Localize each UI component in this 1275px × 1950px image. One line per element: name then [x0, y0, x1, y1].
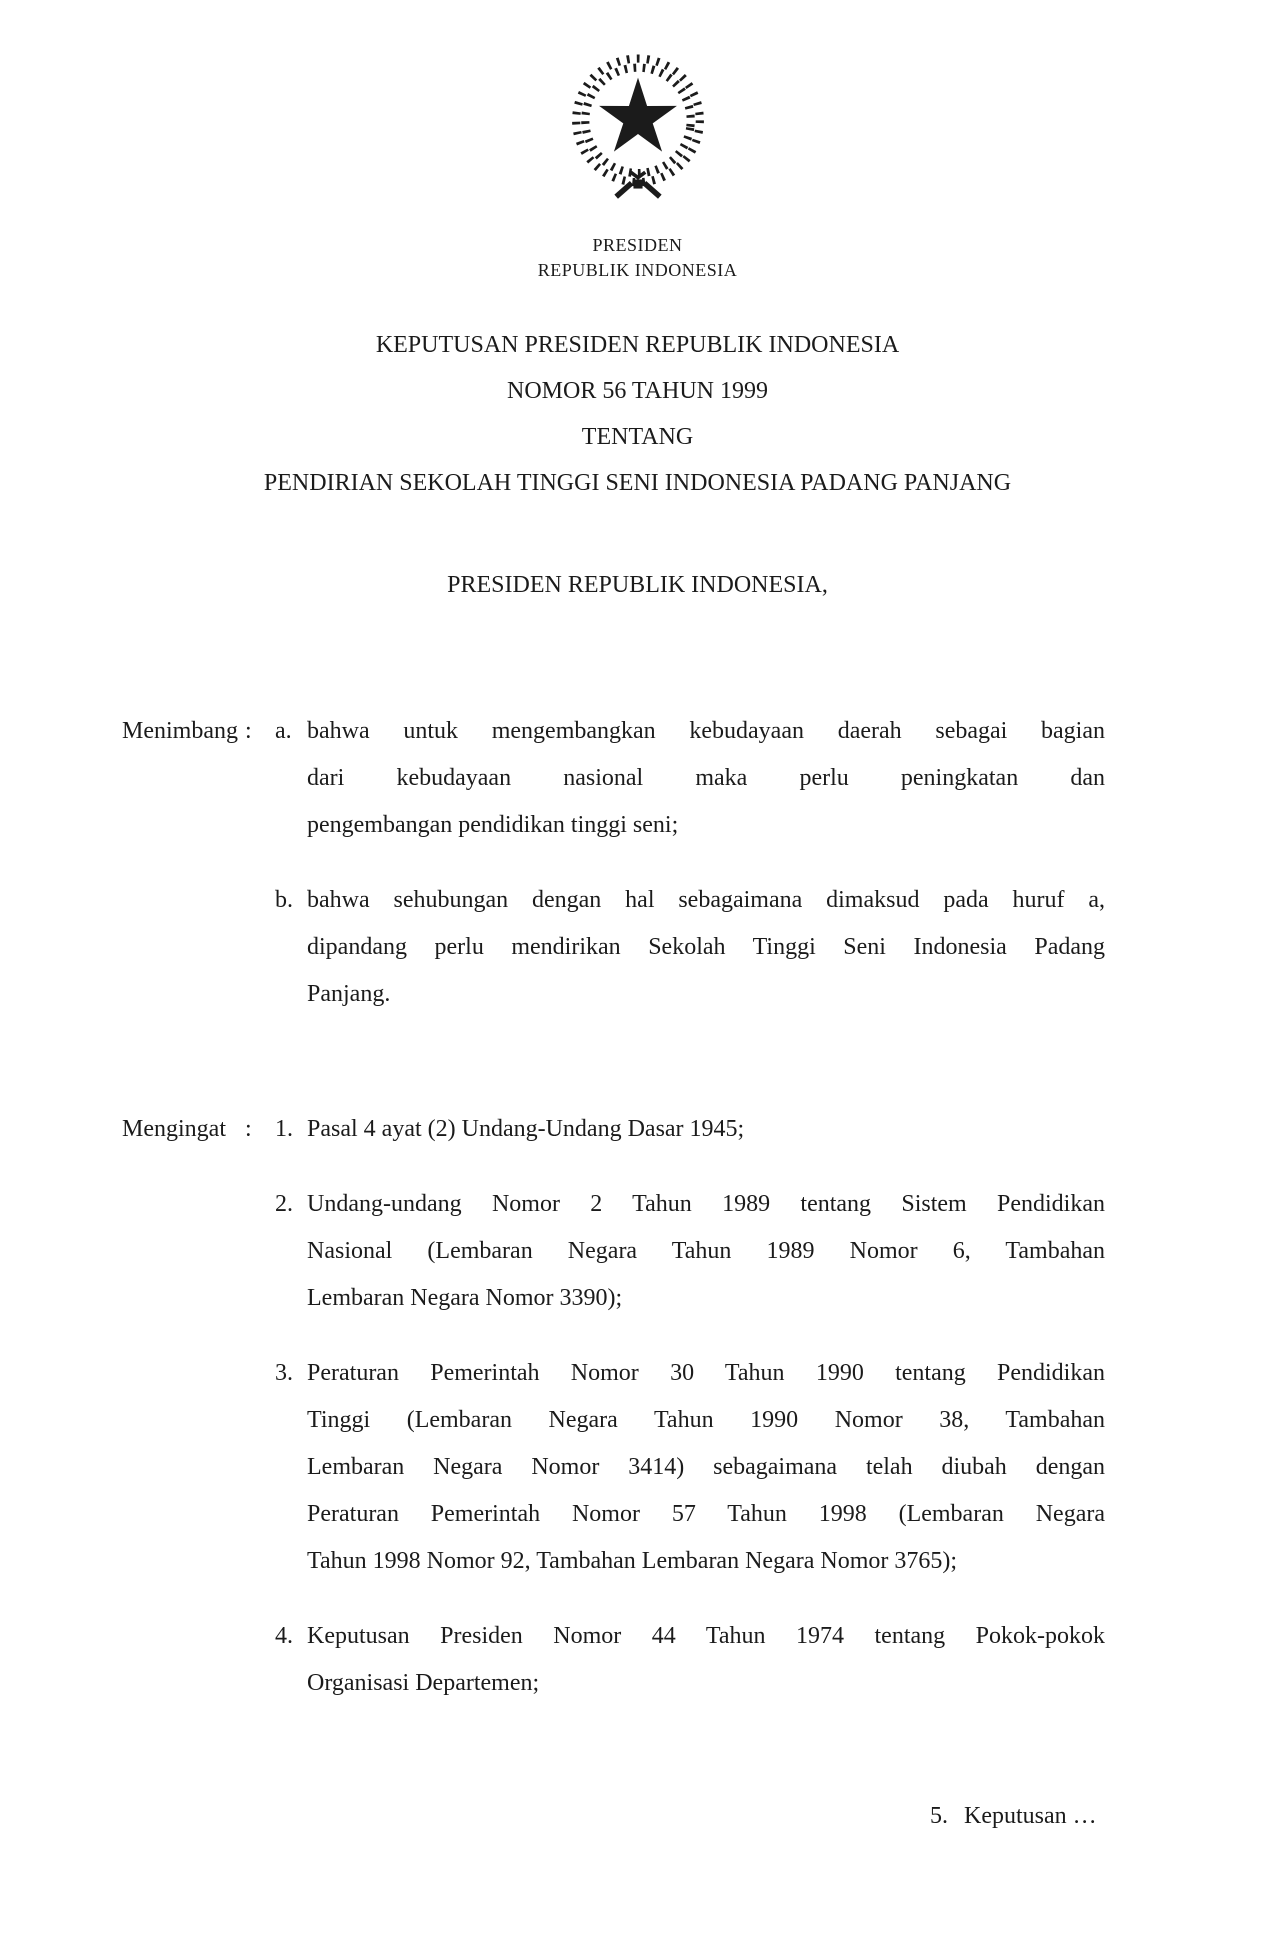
- decree-number-line: NOMOR 56 TAHUN 1999: [507, 378, 768, 404]
- item-text: [307, 877, 1105, 1018]
- letterhead-line2: REPUBLIK INDONESIA: [537, 260, 738, 280]
- paragraph-line: Tinggi (Lembaran Negara Tahun 1990 Nomor 38, Tambahan: [307, 1407, 1105, 1433]
- item-text: [307, 708, 1105, 849]
- catchword-text: Keputusan …: [964, 1803, 1097, 1829]
- letterhead: [0, 233, 1275, 283]
- mengingat-items: [275, 1106, 1105, 1707]
- presidential-emblem: [0, 44, 1275, 204]
- item-text: [307, 1181, 1105, 1322]
- paragraph-line: Panjang.: [307, 981, 391, 1007]
- paragraph-line: bahwa sehubungan dengan hal sebagaimana dimaksud pada huruf a,: [307, 887, 1105, 913]
- paragraph-line: dari kebudayaan nasional maka perlu peningkatan dan: [307, 765, 1105, 791]
- item-marker: 3.: [275, 1360, 293, 1386]
- item-marker: 2.: [275, 1191, 293, 1217]
- paragraph-line: Nasional (Lembaran Negara Tahun 1989 Nomor 6, Tambahan: [307, 1238, 1105, 1264]
- section-mengingat: [122, 1106, 1105, 1707]
- page-catchword: [930, 1793, 1097, 1840]
- paragraph-line: Keputusan Presiden Nomor 44 Tahun 1974 tentang Pokok-pokok: [307, 1623, 1105, 1649]
- list-item: [275, 877, 1105, 1018]
- decree-title-line: KEPUTUSAN PRESIDEN REPUBLIK INDONESIA: [375, 332, 900, 358]
- paragraph-line: Lembaran Negara Nomor 3414) sebagaimana telah diubah dengan: [307, 1454, 1105, 1480]
- section-label: Mengingat: [122, 1116, 226, 1142]
- decree-tentang-line: TENTANG: [581, 424, 694, 450]
- list-item: [275, 1106, 1105, 1153]
- decree-subject-line: PENDIRIAN SEKOLAH TINGGI SENI INDONESIA PADANG PANJANG: [263, 470, 1012, 496]
- item-text: [307, 1613, 1105, 1707]
- paragraph-line: Peraturan Pemerintah Nomor 30 Tahun 1990 tentang Pendidikan: [307, 1360, 1105, 1386]
- paragraph-line: Pasal 4 ayat (2) Undang-Undang Dasar 1945;: [307, 1116, 745, 1142]
- paragraph-line: pengembangan pendidikan tinggi seni;: [307, 812, 679, 838]
- paragraph-line: Undang-undang Nomor 2 Tahun 1989 tentang Sistem Pendidikan: [307, 1191, 1105, 1217]
- section-colon: :: [245, 718, 252, 744]
- star-icon: [599, 78, 677, 152]
- paragraph-line: Organisasi Departemen;: [307, 1670, 540, 1696]
- item-marker: a.: [275, 718, 292, 744]
- item-marker: 1.: [275, 1116, 293, 1142]
- opening-line: PRESIDEN REPUBLIK INDONESIA,: [447, 572, 828, 598]
- paragraph-line: Peraturan Pemerintah Nomor 57 Tahun 1998 (Lembaran Negara: [307, 1501, 1105, 1527]
- item-marker: 4.: [275, 1623, 293, 1649]
- paragraph-line: Lembaran Negara Nomor 3390);: [307, 1285, 623, 1311]
- list-item: [275, 1613, 1105, 1707]
- section-colon: :: [245, 1116, 252, 1142]
- paragraph-line: bahwa untuk mengembangkan kebudayaan daerah sebagai bagian: [307, 718, 1105, 744]
- list-item: [275, 1181, 1105, 1322]
- menimbang-items: [275, 708, 1105, 1018]
- letterhead-line1: PRESIDEN: [592, 235, 683, 255]
- list-item: [275, 1350, 1105, 1585]
- list-item: [275, 708, 1105, 849]
- item-text: [307, 1106, 1105, 1153]
- decree-body: [122, 708, 1105, 1707]
- item-marker: b.: [275, 887, 293, 913]
- paragraph-line: Tahun 1998 Nomor 92, Tambahan Lembaran Negara Nomor 3765);: [307, 1548, 958, 1574]
- paragraph-line: dipandang perlu mendirikan Sekolah Tinggi Seni Indonesia Padang: [307, 934, 1105, 960]
- section-menimbang: [122, 708, 1105, 1018]
- decree-title-block: [0, 322, 1275, 506]
- item-text: [307, 1350, 1105, 1585]
- catchword-marker: 5.: [930, 1803, 948, 1829]
- section-label: Menimbang: [122, 718, 238, 744]
- star-wreath-emblem-icon: [556, 44, 720, 204]
